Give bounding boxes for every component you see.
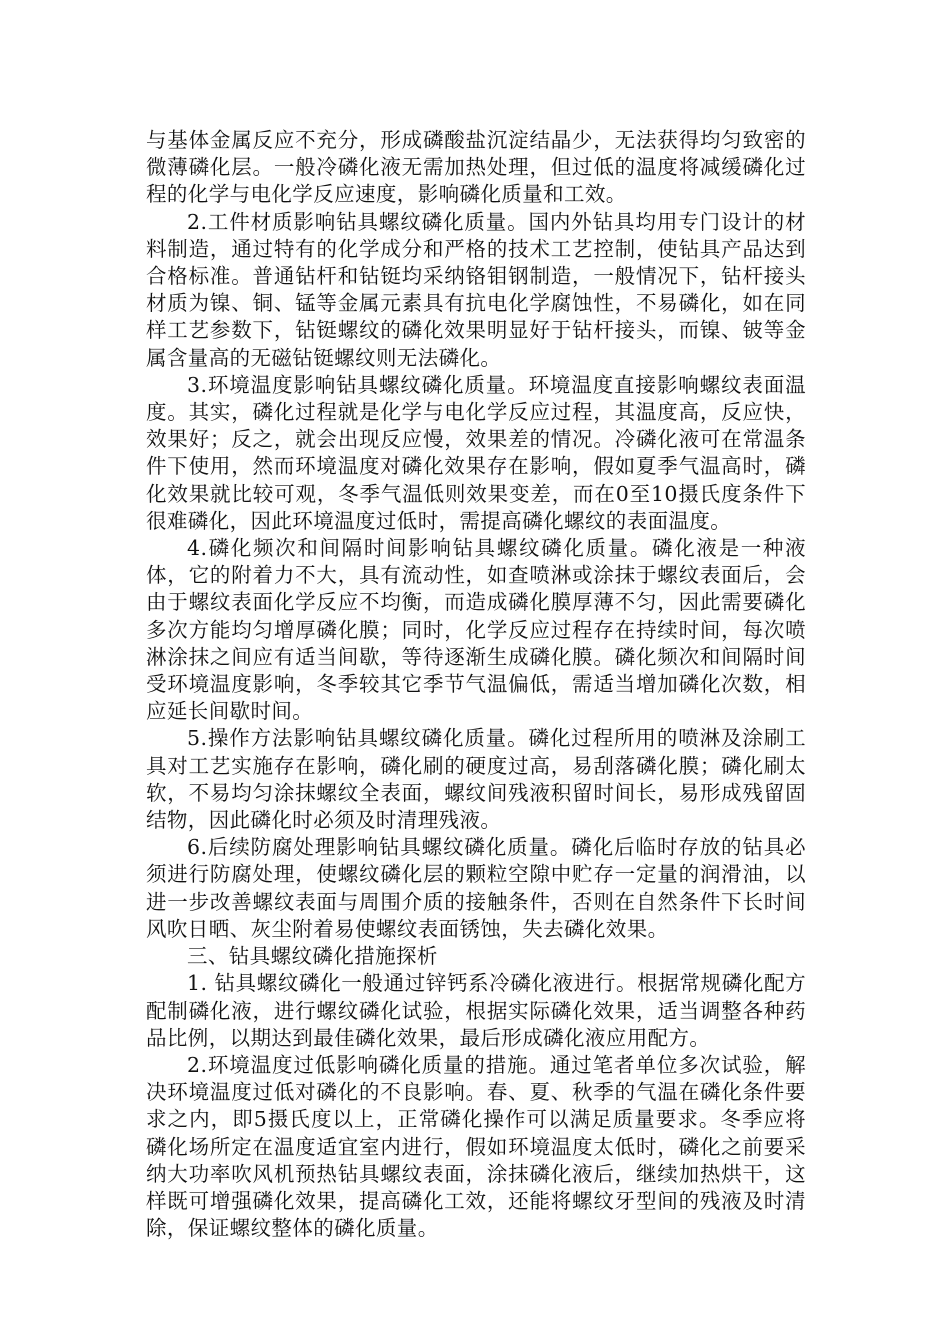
paragraph-measure-1: 1. 钻具螺纹磷化一般通过锌钙系冷磷化液进行。根据常规磷化配方配制磷化液，进行螺纹磷化试验，根据实际磷化效果，适当调整各种药品比例，以期达到最佳磷化效果，最后形成磷化液应用配方。: [146, 971, 806, 1050]
section-heading-measures: 三、钻具螺纹磷化措施探析: [187, 944, 438, 969]
paragraph-anticorrosion: 6.后续防腐处理影响钻具螺纹磷化质量。磷化后临时存放的钻具必须进行防腐处理，使螺纹磷化层的颗粒空隙中贮存一定量的润滑油，以进一步改善螺纹表面与周围介质的接触条件，否则在自然条件下长时间风吹日晒、灰尘附着易使螺纹表面锈蚀，失去磷化效果。: [146, 835, 806, 941]
paragraph-ambient-temperature: 3.环境温度影响钻具螺纹磷化质量。环境温度直接影响螺纹表面温度。其实，磷化过程就是化学与电化学反应过程，其温度高，反应快，效果好；反之，就会出现反应慢，效果差的情况。冷磷化液可在常温条件下使用，然而环境温度对磷化效果存在影响，假如夏季气温高时，磷化效果就比较可观，冬季气温低则效果变差，而在0至10摄氏度条件下很难磷化，因此环境温度过低时，需提高磷化螺纹的表面温度。: [146, 372, 806, 533]
body-text: [146, 127, 806, 1242]
paragraph-frequency-interval: 4.磷化频次和间隔时间影响钻具螺纹磷化质量。磷化液是一种液体，它的附着力不大，具有流动性，如查喷淋或涂抹于螺纹表面后，会由于螺纹表面化学反应不均衡，而造成磷化膜厚薄不匀，因此需要磷化多次方能均匀增厚磷化膜；同时，化学反应过程存在持续时间，每次喷淋涂抹之间应有适当间歇，等待逐渐生成磷化膜。磷化频次和间隔时间受环境温度影响，冬季较其它季节气温偏低，需适当增加磷化次数，相应延长间歇时间。: [146, 536, 806, 724]
paragraph-continuation: 与基体金属反应不充分，形成磷酸盐沉淀结晶少，无法获得均匀致密的微薄磷化层。一般冷磷化液无需加热处理，但过低的温度将减缓磷化过程的化学与电化学反应速度，影响磷化质量和工效。: [146, 128, 806, 207]
paragraph-measure-2: 2.环境温度过低影响磷化质量的措施。通过笔者单位多次试验，解决环境温度过低对磷化的不良影响。春、夏、秋季的气温在磷化条件要求之内，即5摄氏度以上，正常磷化操作可以满足质量要求。冬季应将磷化场所定在温度适宜室内进行，假如环境温度太低时，磷化之前要采纳大功率吹风机预热钻具螺纹表面，涂抹磷化液后，继续加热烘干，这样既可增强磷化效果，提高磷化工效，还能将螺纹牙型间的残液及时清除，保证螺纹整体的磷化质量。: [146, 1052, 806, 1241]
paragraph-workpiece-material: 2.工件材质影响钻具螺纹磷化质量。国内外钻具均用专门设计的材料制造，通过特有的化学成分和严格的技术工艺控制，使钻具产品达到合格标准。普通钻杆和钻铤均采纳铬钼钢制造，一般情况下，钻杆接头材质为镍、铜、锰等金属元素具有抗电化学腐蚀性，不易磷化，如在同样工艺参数下，钻铤螺纹的磷化效果明显好于钻杆接头，而镍、铍等金属含量高的无磁钻铤螺纹则无法磷化。: [146, 209, 806, 370]
paragraph-operation-method: 5.操作方法影响钻具螺纹磷化质量。磷化过程所用的喷淋及涂刷工具对工艺实施存在影响，磷化刷的硬度过高，易刮落磷化膜；磷化刷太软，不易均匀涂抹螺纹全表面，螺纹间残液积留时间长，易形成残留固结物，因此磷化时必须及时清理残液。: [146, 726, 806, 833]
